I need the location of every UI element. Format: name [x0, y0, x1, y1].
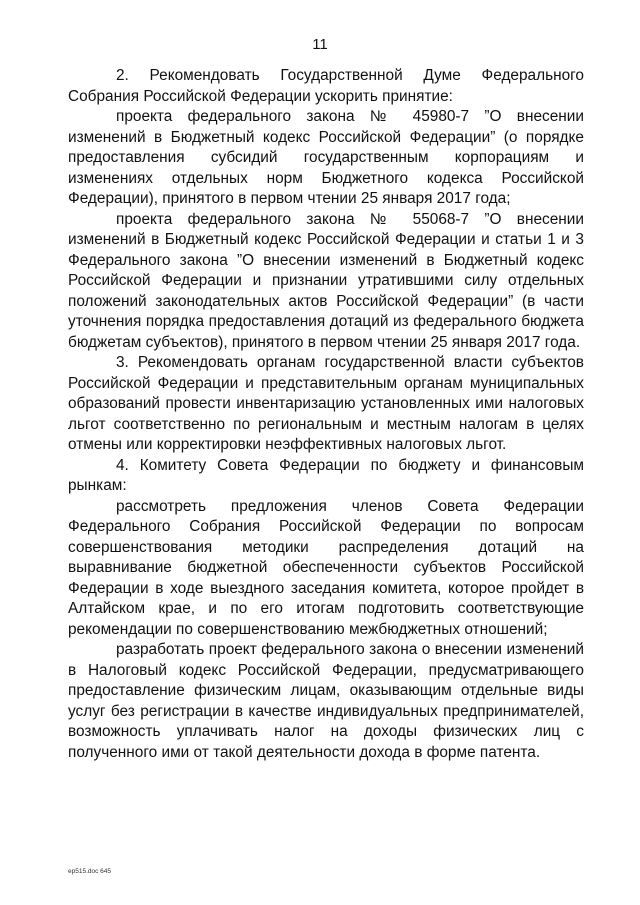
paragraph-budget-committee: 4. Комитету Совета Федерации по бюджету и финансовым рынкам: [68, 456, 584, 494]
paragraph-recommend-state-duma: 2. Рекомендовать Государственной Думе Федерального Собрания Российской Федерации ускорить принятие: [68, 67, 584, 105]
paragraph-bill-45980-7: проекта федерального закона № 45980-7 ”О внесении изменений в Бюджетный кодекс Российской Федерации” (о порядке предоставления субсидий государственным корпорациям и изменениях отдельных норм Бюджетного кодекса Российской Федерации), принятого в первом чтении 25 января 2017 года; [68, 108, 584, 207]
paragraph-consider-proposals: рассмотреть предложения членов Совета Федерации Федерального Собрания Российской Федерации по вопросам совершенствования методики распределения дотаций на выравнивание бюджетной обеспеченности субъектов Российской Федерации в ходе выездного заседания комитета, которое пройдет в Алтайском крае, и по его итогам подготовить соответствующие рекомендации по совершенствованию межбюджетных отношений; [68, 497, 584, 638]
footer-doc-id: ep515.doc 645 [68, 868, 112, 875]
page-number: 11 [312, 36, 328, 53]
paragraph-bill-55068-7: проекта федерального закона № 55068-7 ”О внесении изменений в Бюджетный кодекс Российской Федерации и статьи 1 и 3 Федерального закона ”О внесении изменений в Бюджетный кодекс Российской Федерации и признании утратившими силу отдельных положений законодательных актов Российской Федерации” (в части уточнения порядка предоставления дотаций из федерального бюджета бюджетам субъектов), принятого в первом чтении 25 января 2017 года. [68, 210, 584, 351]
paragraph-recommend-regional-authorities: 3. Рекомендовать органам государственной власти субъектов Российской Федерации и представительным органам муниципальных образований провести инвентаризацию установленных ими налоговых льгот соответственно по региональным и местным налогам в целях отмены или корректировки неэффективных налоговых льгот. [68, 354, 584, 453]
paragraph-develop-bill: разработать проект федерального закона о внесении изменений в Налоговый кодекс Российской Федерации, предусматривающего предоставление физическим лицам, оказывающим отдельные виды услуг без регистрации в качестве индивидуальных предпринимателей, возможность уплачивать налог на доходы физических лиц с полученного ими от такой деятельности дохода в форме патента. [68, 641, 584, 761]
document-body [68, 66, 584, 763]
